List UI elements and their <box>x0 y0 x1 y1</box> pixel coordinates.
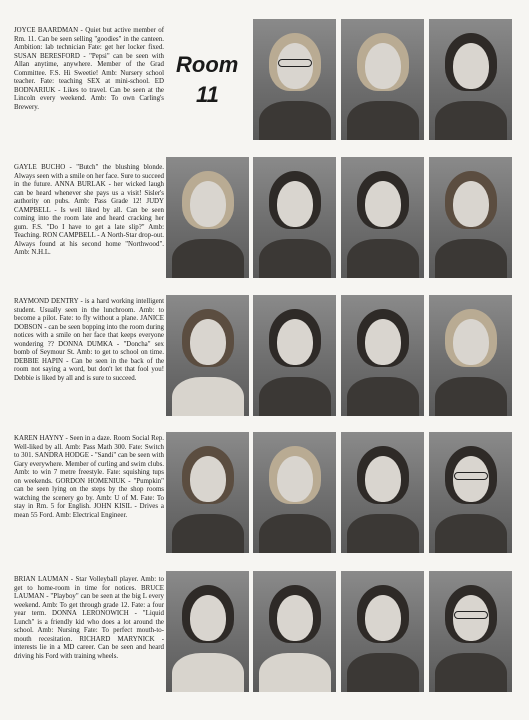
room-number: 11 <box>196 82 219 107</box>
student-photo <box>341 432 424 553</box>
student-photo <box>429 571 512 692</box>
student-photo <box>429 295 512 416</box>
room-title-word: Room <box>176 52 239 77</box>
student-photo <box>429 157 512 278</box>
student-photo <box>166 295 249 416</box>
student-photo <box>253 295 336 416</box>
bio-block-3 <box>14 298 164 383</box>
student-photo <box>429 432 512 553</box>
student-photo <box>166 157 249 278</box>
bio-text: GAYLE BUCHO - "Butch" the blushing blonde. Always seen with a smile on her face. Sure to succeed in the future. ANNA BURLAK - her wicked laugh can be heard whenever she pays us a visit! Sisler's authority on pubs. Amb: Pass Grade 12! JUDY CAMPBELL - Is well liked by all. Can be seen coming into the room late and heard cracking her gum. F.S. "Do I have to get a late slip?" Amb: Teaching. RON CAMPBELL - A North-Star drop-out. Always found at his second home "Northwood". Amb: N.H.L. <box>14 164 164 257</box>
bio-block-4 <box>14 435 164 520</box>
bio-block-2 <box>14 164 164 258</box>
room-title <box>176 50 246 110</box>
bio-text: RAYMOND DENTRY - is a hard working intelligent student. Usually seen in the lunchroom. Amb: to become a pilot. Fate: to fly without a plane. JANICE DOBSON - can be seen bopping into the room during notices with a smile on her face that keeps everyone wondering ?? DONNA DUMKA - "Doncha" sex bomb of Seymour St. Amb: to get to school on time. DEBBIE HAPIN - Can be seen in the back of the room not saying a word, but don't let that fool you! Debbie is liked by all and is sure to succeed. <box>14 298 164 382</box>
bio-block-1 <box>14 27 164 112</box>
bio-text: BRIAN LAUMAN - Star Volleyball player. Amb: to get to home-room in time for notices. BRUCE LAUMAN - "Playboy" can be seen at the big L every weekend. Amb: To get through grade 12. Fate: a four year term. DONNA LERONOWICH - "Liquid Lunch" is a friendly kid who does a lot around the school. Amb: Nursing Fate: To perfect mouth-to-mouth recesitation. RICHARD MARYNICK - interests lie in a MD career. Can be seen and heard driving his Ford with training wheels. <box>14 576 164 660</box>
bio-text: JOYCE BAARDMAN - Quiet but active member of Rm. 11. Can be seen selling "goodies" in the canteen. Ambition: lab technician Fate: get her locker fixed. SUSAN BERESFORD - "Pepsi" can be seen with Allan anytime, anywhere. Member of the Grad Committee. F.S. Hi Sweetie! Amb: Nursery school teacher. Fate: teaching SEX at mini-school. ED BODNARIUK - Likes to travel. Can be seen at the Lincoln every weekend. Amb: To own Carling's Brewery. <box>14 27 164 111</box>
student-photo <box>253 19 336 140</box>
student-photo <box>253 571 336 692</box>
bio-text: KAREN HAYNY - Seen in a daze. Room Social Rep. Well-liked by all. Amb: Pass Math 300. Fate: Switch to 301. SANDRA HODGE - "Sandi" can be seen with Gary everywhere. Member of curling and swim clubs. Amb: to win 7 metre freestyle. Fate: squishing tups on weekends. GORDON HOMENIUK - "Pumpkin" can be seen lying on the steps by the shop rooms watching the scenery go by. Amb: U of M. Fate: To stay in Rm. 5 for English. JOHN KISIL - Drives a mean 55 Ford. Amb: Electrical Engineer. <box>14 435 164 519</box>
student-photo <box>341 157 424 278</box>
student-photo <box>341 295 424 416</box>
student-photo <box>429 19 512 140</box>
student-photo <box>253 432 336 553</box>
student-photo <box>253 157 336 278</box>
student-photo <box>166 571 249 692</box>
student-photo <box>341 571 424 692</box>
bio-block-5 <box>14 576 164 661</box>
student-photo <box>166 432 249 553</box>
student-photo <box>341 19 424 140</box>
